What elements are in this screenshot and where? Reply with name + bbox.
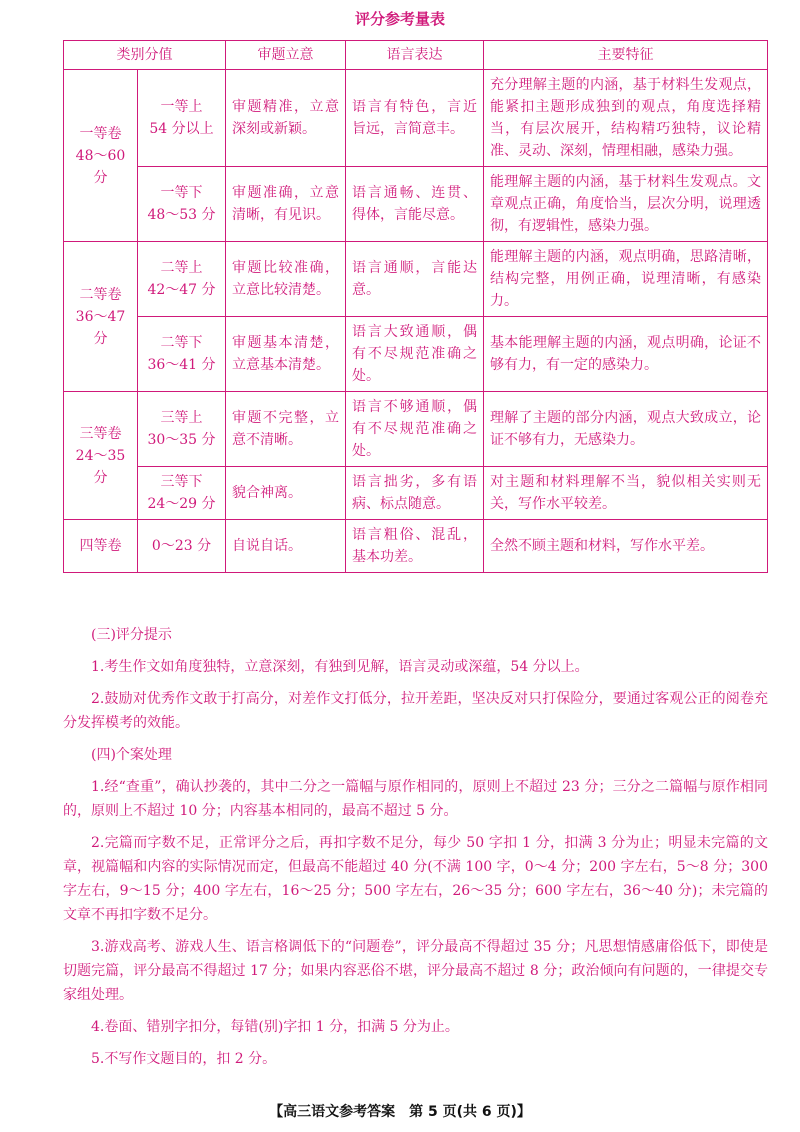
scoring-table (63, 40, 768, 573)
feature-cell: 能理解主题的内涵，基于材料生发观点。文章观点正确，角度恰当，层次分明，说理透彻，有逻辑性，感染力强。 (484, 167, 768, 242)
subgrade-score: 48～53 分 (147, 207, 216, 223)
note-paragraph: 2.完篇而字数不足，正常评分之后，再扣字数不足分，每少 50 字扣 1 分，扣满 3 分为止；明显未完篇的文章，视篇幅和内容的实际情况而定，但最高不能超过 40 分(不满 100 字，0～4 分；200 字左右，5～8 分；300 字左右，9～15 分；400 字左右，16～25 分；500 字左右，26～35 分；600 字左右，36～40 分)；未完篇的文章不再扣字数不足分。 (63, 835, 768, 923)
scoring-notes (63, 623, 768, 1071)
header-features: 主要特征 (484, 41, 768, 70)
note-paragraph: 5.不写作文题目的，扣 2 分。 (91, 1051, 277, 1067)
topic-cell: 审题不完整，立意不清晰。 (226, 392, 346, 467)
note-paragraph: 1.经“查重”，确认抄袭的，其中二分之一篇幅与原作相同的，原则上不超过 23 分；三分之二篇幅与原作相同的，原则上不超过 10 分；内容基本相同的，最高不超过 5 分。 (63, 779, 768, 819)
grade-cell (64, 70, 138, 242)
topic-cell: 审题准确，立意清晰，有见识。 (226, 167, 346, 242)
topic-cell: 审题基本清楚，立意基本清楚。 (226, 317, 346, 392)
topic-cell: 审题精准，立意深刻或新颖。 (226, 70, 346, 167)
subgrade-cell (138, 392, 226, 467)
feature-cell: 充分理解主题的内涵，基于材料生发观点，能紧扣主题形成独到的观点，角度选择精当，有层次展开，结构精巧独特，议论精准、灵动、深刻，情理相融，感染力强。 (484, 70, 768, 167)
feature-cell: 能理解主题的内涵，观点明确，思路清晰，结构完整，用例正确，说理清晰，有感染力。 (484, 242, 768, 317)
subgrade-cell (138, 70, 226, 167)
table-row (64, 392, 768, 467)
header-topic: 审题立意 (226, 41, 346, 70)
page-footer: 【高三语文参考答案 第 5 页(共 6 页)】 (269, 1104, 531, 1120)
language-cell: 语言粗俗、混乱，基本功差。 (346, 520, 484, 573)
note-paragraph: 1.考生作文如角度独特，立意深刻，有独到见解，语言灵动或深蕴，54 分以上。 (91, 659, 589, 675)
table-header-row (64, 41, 768, 70)
grade-range: 36～47 分 (75, 308, 126, 347)
subgrade-name: 二等下 (160, 335, 203, 351)
topic-cell: 审题比较准确，立意比较清楚。 (226, 242, 346, 317)
feature-cell: 基本能理解主题的内涵，观点明确，论证不够有力，有一定的感染力。 (484, 317, 768, 392)
topic-cell: 貌合神离。 (226, 467, 346, 520)
subgrade-cell (138, 242, 226, 317)
feature-cell: 对主题和材料理解不当，貌似相关实则无关，写作水平较差。 (484, 467, 768, 520)
table-row (64, 70, 768, 167)
table-row (64, 242, 768, 317)
grade-range: 48～60 分 (75, 147, 126, 186)
grade-name: 三等卷 (79, 425, 122, 442)
subgrade-name: 一等下 (160, 185, 203, 201)
grade-range: 24～35 分 (75, 447, 126, 486)
note-paragraph: 4.卷面、错别字扣分，每错(别)字扣 1 分，扣满 5 分为止。 (91, 1019, 459, 1035)
grade-name: 一等卷 (79, 125, 122, 142)
note-paragraph: 3.游戏高考、游戏人生、语言格调低下的“问题卷”，评分最高不得超过 35 分；凡思想情感庸俗低下，即使是切题完篇，评分最高不得超过 17 分；如果内容恶俗不堪，评分最高不超过 8 分；政治倾向有问题的，一律提交专家组处理。 (63, 939, 768, 1003)
subgrade-score: 42～47 分 (147, 282, 216, 298)
header-category: 类别分值 (64, 41, 226, 70)
grade-cell: 四等卷 (64, 520, 138, 573)
language-cell: 语言通畅、连贯、得体，言能尽意。 (346, 167, 484, 242)
table-row (64, 520, 768, 573)
language-cell: 语言有特色，言近旨远，言简意丰。 (346, 70, 484, 167)
subgrade-name: 一等上 (160, 99, 203, 115)
subgrade-score: 54 分以上 (149, 121, 214, 137)
section-heading: (三)评分提示 (91, 627, 172, 643)
language-cell: 语言通顺，言能达意。 (346, 242, 484, 317)
grade-name: 二等卷 (79, 286, 122, 303)
subgrade-score: 30～35 分 (147, 432, 216, 448)
table-row (64, 167, 768, 242)
subgrade-name: 三等上 (160, 410, 203, 426)
subgrade-cell (138, 467, 226, 520)
subgrade-name: 三等下 (160, 474, 203, 490)
note-paragraph: 2.鼓励对优秀作文敢于打高分，对差作文打低分，拉开差距，坚决反对只打保险分，要通过客观公正的阅卷充分发挥模考的效能。 (63, 691, 768, 731)
language-cell: 语言拙劣，多有语病、标点随意。 (346, 467, 484, 520)
subgrade-cell (138, 167, 226, 242)
feature-cell: 全然不顾主题和材料，写作水平差。 (484, 520, 768, 573)
grade-cell (64, 392, 138, 520)
feature-cell: 理解了主题的部分内涵，观点大致成立，论证不够有力，无感染力。 (484, 392, 768, 467)
language-cell: 语言大致通顺，偶有不尽规范准确之处。 (346, 317, 484, 392)
table-row (64, 467, 768, 520)
page-title: 评分参考量表 (354, 10, 445, 28)
table-row (64, 317, 768, 392)
header-language: 语言表达 (346, 41, 484, 70)
subgrade-score: 36～41 分 (147, 357, 216, 373)
language-cell: 语言不够通顺，偶有不尽规范准确之处。 (346, 392, 484, 467)
subgrade-score: 24～29 分 (147, 496, 216, 512)
topic-cell: 自说自话。 (226, 520, 346, 573)
subgrade-name: 二等上 (160, 260, 203, 276)
subgrade-score: 0～23 分 (138, 520, 226, 573)
section-heading: (四)个案处理 (91, 747, 172, 763)
grade-cell (64, 242, 138, 392)
subgrade-cell (138, 317, 226, 392)
